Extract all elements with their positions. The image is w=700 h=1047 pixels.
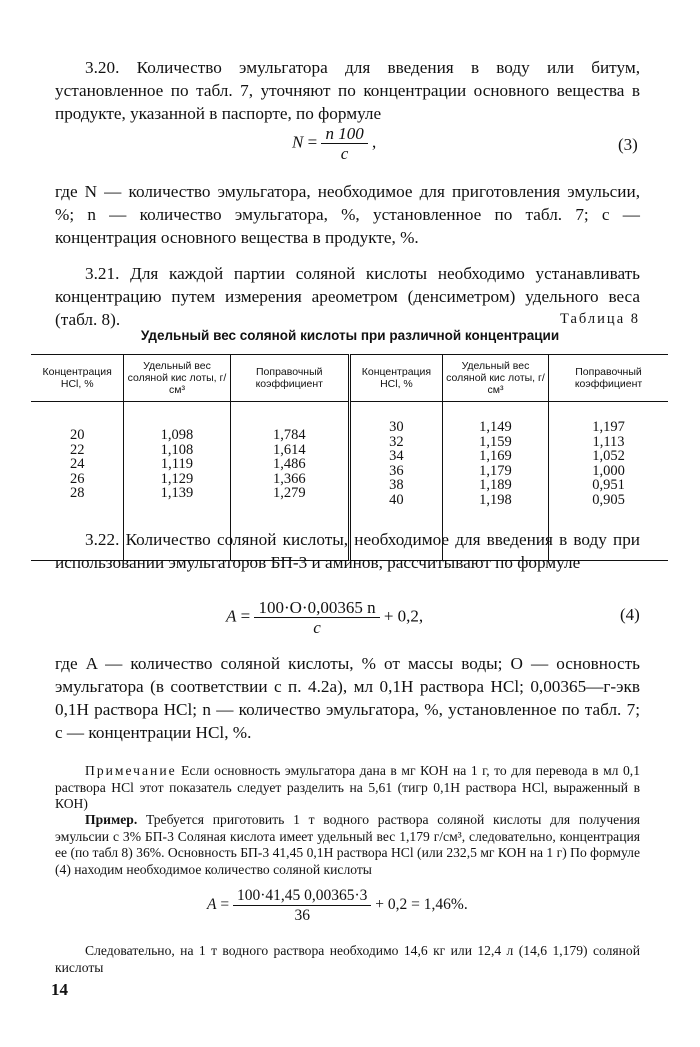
note-text: Если основность эмульгатора дана в мг КОН на 1 г, то для перевода в мл 0,1 раствора HCl этот показатель следует разделить на 5,61 (тигр 0,1Н раствора HCl, выраженный в КОН) — [55, 763, 640, 811]
table-header-cell: Концентрация HCl, % — [349, 355, 442, 402]
note-paragraph — [55, 763, 640, 813]
table-cell: 1,149 — [479, 419, 512, 435]
formula-4-lhs: A — [226, 606, 237, 626]
table-cell: 1,129 — [160, 470, 194, 487]
table-header-cell: Поправочный коэффициент — [230, 355, 349, 402]
paragraph-where-3: где N — количество эмульгатора, необходимое для приготовления эмульсии, %; n — количество эмульгатора, %, установленное по табл. 7; c — концентрация основного вещества в продукте, %. — [55, 182, 640, 247]
example-paragraph — [55, 812, 640, 878]
formula-example-lhs: A — [207, 896, 217, 914]
formula-3-eq: = — [307, 132, 318, 152]
formula-4-eq: = — [240, 606, 251, 626]
table-cell: 1,159 — [479, 433, 512, 450]
table-cell: 0,951 — [592, 477, 625, 493]
formula-4-denominator: c — [313, 618, 321, 637]
table-header-cell: Удельный вес соляной кис лоты, г/см³ — [442, 355, 548, 402]
formula-4 — [226, 598, 423, 637]
table-title: Удельный вес соляной кислоты при различной концентрации — [140, 328, 560, 343]
table-cell: 1,108 — [160, 441, 194, 458]
formula-4-tail: + 0,2, — [383, 606, 424, 626]
table-cell: 1,179 — [479, 462, 512, 479]
table-cell: 28 — [69, 485, 85, 501]
formula-3-denominator: c — [340, 144, 349, 163]
formula-4-fraction — [254, 598, 379, 637]
paragraph-3-22: 3.22. Количество соляной кислоты, необходимое для введения в воду при использовании эмульгаторов БП-3 и аминов, рассчитывают по формуле — [55, 530, 640, 572]
table-cell: 1,486 — [272, 456, 306, 472]
table-cell: 1,000 — [592, 462, 625, 479]
example-text: Требуется приготовить 1 т водного раствора соляной кислоты для получения эмульсии с 3% БП-3 Соляная кислота имеет удельный вес 1,179 г/см³, следовательно, концентрация ее (по табл 8) 36%. Основность БП-3 41,45 0,1Н раствора HCl (или 232,5 мг КОН на 1 г) По формуле (4) находим необходимое количество соляной кислоты — [55, 812, 640, 877]
table-cell: 1,119 — [160, 456, 194, 472]
formula-3-lhs: N — [292, 132, 304, 152]
table-cell: 0,905 — [592, 491, 625, 508]
table-cell: 26 — [69, 470, 85, 487]
equation-number-4: (4) — [620, 605, 640, 624]
formula-3-fraction — [321, 124, 367, 163]
table-cell: 1,052 — [592, 448, 625, 464]
formula-example-tail: + 0,2 = 1,46%. — [375, 896, 468, 914]
formula-4-numerator: 100·O·0,00365 n — [254, 598, 379, 618]
formula-example — [207, 886, 468, 925]
table-header-cell: Удельный вес соляной кис лоты, г/см³ — [124, 355, 230, 402]
note-label: Примечание — [85, 763, 177, 778]
table-cell: 1,098 — [160, 427, 194, 443]
table-cell: 30 — [389, 419, 404, 435]
table-cell: 1,169 — [479, 448, 512, 464]
table-cell: 1,189 — [479, 477, 512, 493]
table-cell: 38 — [389, 477, 404, 493]
formula-example-numerator: 100·41,45 0,00365·3 — [233, 886, 371, 906]
table-cell: 1,784 — [272, 427, 306, 443]
table-cell: 24 — [69, 456, 85, 472]
table-cell: 20 — [69, 427, 85, 443]
paragraph-where-4: где A — количество соляной кислоты, % от массы воды; O — основность эмульгатора (в соответствии с п. 4.2а), мл 0,1Н раствора HCl; 0,00365—г-экв 0,1Н раствора HCl; n — количество эмульгатора, %, установленное по табл. 7; c — концентрации HCl, %. — [55, 654, 640, 742]
table-cell: 34 — [389, 448, 404, 464]
table-header-cell: Концентрация HCl, % — [31, 355, 124, 402]
conclusion-paragraph: Следовательно, на 1 т водного раствора необходимо 14,6 кг или 12,4 л (14,6 1,179) соляной кислоты — [55, 943, 640, 975]
table-cell: 1,113 — [592, 433, 625, 450]
table-header-row — [31, 355, 668, 402]
formula-example-eq: = — [220, 896, 230, 914]
formula-3-tail: , — [371, 132, 377, 152]
table-cell: 1,614 — [272, 441, 306, 458]
page-number: 14 — [51, 980, 68, 999]
formula-example-denominator: 36 — [294, 907, 310, 924]
table-cell: 1,139 — [160, 485, 194, 501]
table-cell: 32 — [389, 433, 404, 450]
table-cell: 1,197 — [592, 419, 625, 435]
table-cell: 1,198 — [479, 491, 512, 508]
table-cell: 36 — [389, 462, 404, 479]
table-cell: 22 — [69, 441, 85, 458]
table-cell: 1,279 — [272, 485, 306, 501]
table-cell: 1,366 — [272, 470, 306, 487]
paragraph-3-21: 3.21. Для каждой партии соляной кислоты необходимо устанавливать концентрацию путем измерения ареометром (денсиметром) удельного веса (табл. 8). — [55, 264, 640, 329]
formula-example-fraction — [233, 886, 371, 925]
equation-number-3: (3) — [618, 135, 638, 154]
table-cell: 40 — [389, 491, 404, 508]
table-header-cell: Поправочный коэффициент — [549, 355, 668, 402]
formula-3-numerator: n 100 — [321, 124, 367, 144]
example-label: Пример. — [85, 812, 138, 827]
paragraph-3-20: 3.20. Количество эмульгатора для введения в воду или битум, установленное по табл. 7, уточняют по концентрации основного вещества в продукте, указанной в паспорте, по формуле — [55, 58, 640, 123]
table-caption: Таблица 8 — [559, 311, 640, 327]
formula-3 — [292, 124, 376, 163]
